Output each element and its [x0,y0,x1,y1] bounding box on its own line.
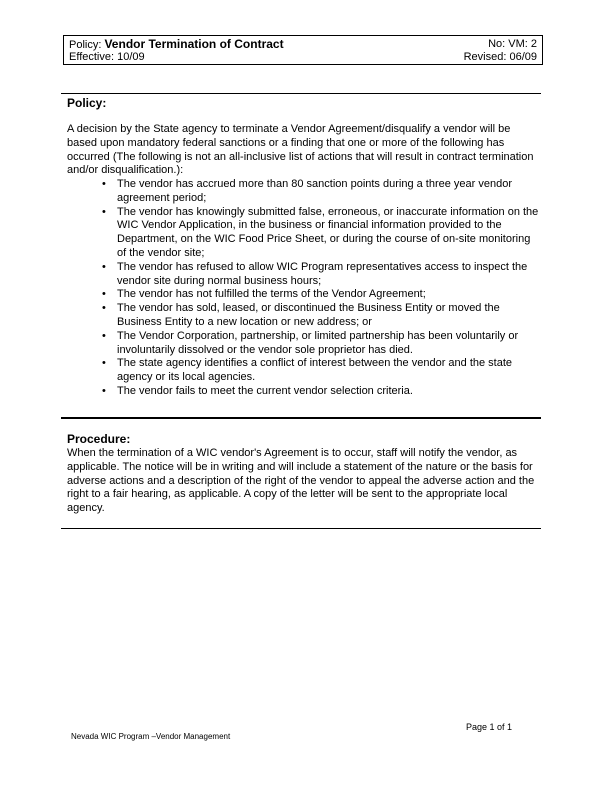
policy-heading: Policy: [67,96,107,110]
list-item-text: The vendor has not fulfilled the terms of the Vendor Agreement; [117,288,426,301]
divider-top [61,93,541,94]
policy-number: No: VM: 2 [488,38,537,50]
list-item [67,178,542,206]
bullet-icon: • [102,178,106,190]
list-item [67,288,542,302]
list-item [67,357,542,385]
bullet-icon: • [102,384,106,397]
policy-intro: A decision by the State agency to terminate a Vendor Agreement/disqualify a vendor will be based upon mandatory federal sanctions or a finding that one or more of the following has occurred (The following is not an all-inclusive list of actions that will result in contract termination and/or disqualification.): [67,123,534,177]
list-item [67,302,542,330]
list-item [67,206,542,261]
bullet-icon: • [102,205,106,218]
list-item-text: The Vendor Corporation, partnership, or limited partnership has been voluntarily or involuntarily dissolved or the vendor sole proprietor has died. [117,329,519,356]
procedure-heading: Procedure: [67,432,131,446]
list-item-text: The vendor has accrued more than 80 sanction points during a three year vendor agreement period; [117,178,513,204]
list-item [67,261,542,289]
policy-label: Policy: [69,39,102,51]
list-item-text: The vendor fails to meet the current vendor selection criteria. [117,384,413,397]
list-item [67,330,542,358]
list-item-text: The vendor has sold, leased, or discontinued the Business Entity or moved the Business Entity to a new location or new address; or [117,302,500,328]
bullet-icon: • [102,302,106,315]
effective-date: Effective: 10/09 [69,51,145,63]
divider-middle [61,417,541,419]
revised-date: Revised: 06/09 [463,51,537,63]
list-item-text: The vendor has knowingly submitted false, erroneous, or inaccurate information on the WIC Vendor Application, in the business or financial information provided to the Department, on the WIC Food Price Sheet, or during the course of on-site monitoring of the vendor site; [117,205,539,259]
procedure-text: When the termination of a WIC vendor's Agreement is to occur, staff will notify the vendor, as applicable. The notice will be in writing and will include a statement of the nature or the basis for adverse actions and a description of the right of the vendor to appeal the adverse action and the right to a fair hearing, as applicable. A copy of the letter will be sent to the appropriate local agency. [67,447,535,515]
list-item [67,385,542,399]
policy-title-line [69,38,284,52]
bullet-icon: • [102,288,106,301]
document-header [63,35,543,65]
bullet-icon: • [102,260,106,273]
divider-bottom [61,528,541,529]
bullet-icon: • [102,329,106,342]
bullet-icon: • [102,357,106,370]
list-item-text: The state agency identifies a conflict of interest between the vendor and the state agency or its local agencies. [117,357,513,384]
policy-title: Vendor Termination of Contract [104,37,284,51]
footer-program-name: Nevada WIC Program –Vendor Management [71,732,231,741]
list-item-text: The vendor has refused to allow WIC Program representatives access to inspect the vendor site during normal business hours; [117,260,528,287]
policy-bullet-list [67,178,542,399]
page-number: Page 1 of 1 [466,722,513,732]
